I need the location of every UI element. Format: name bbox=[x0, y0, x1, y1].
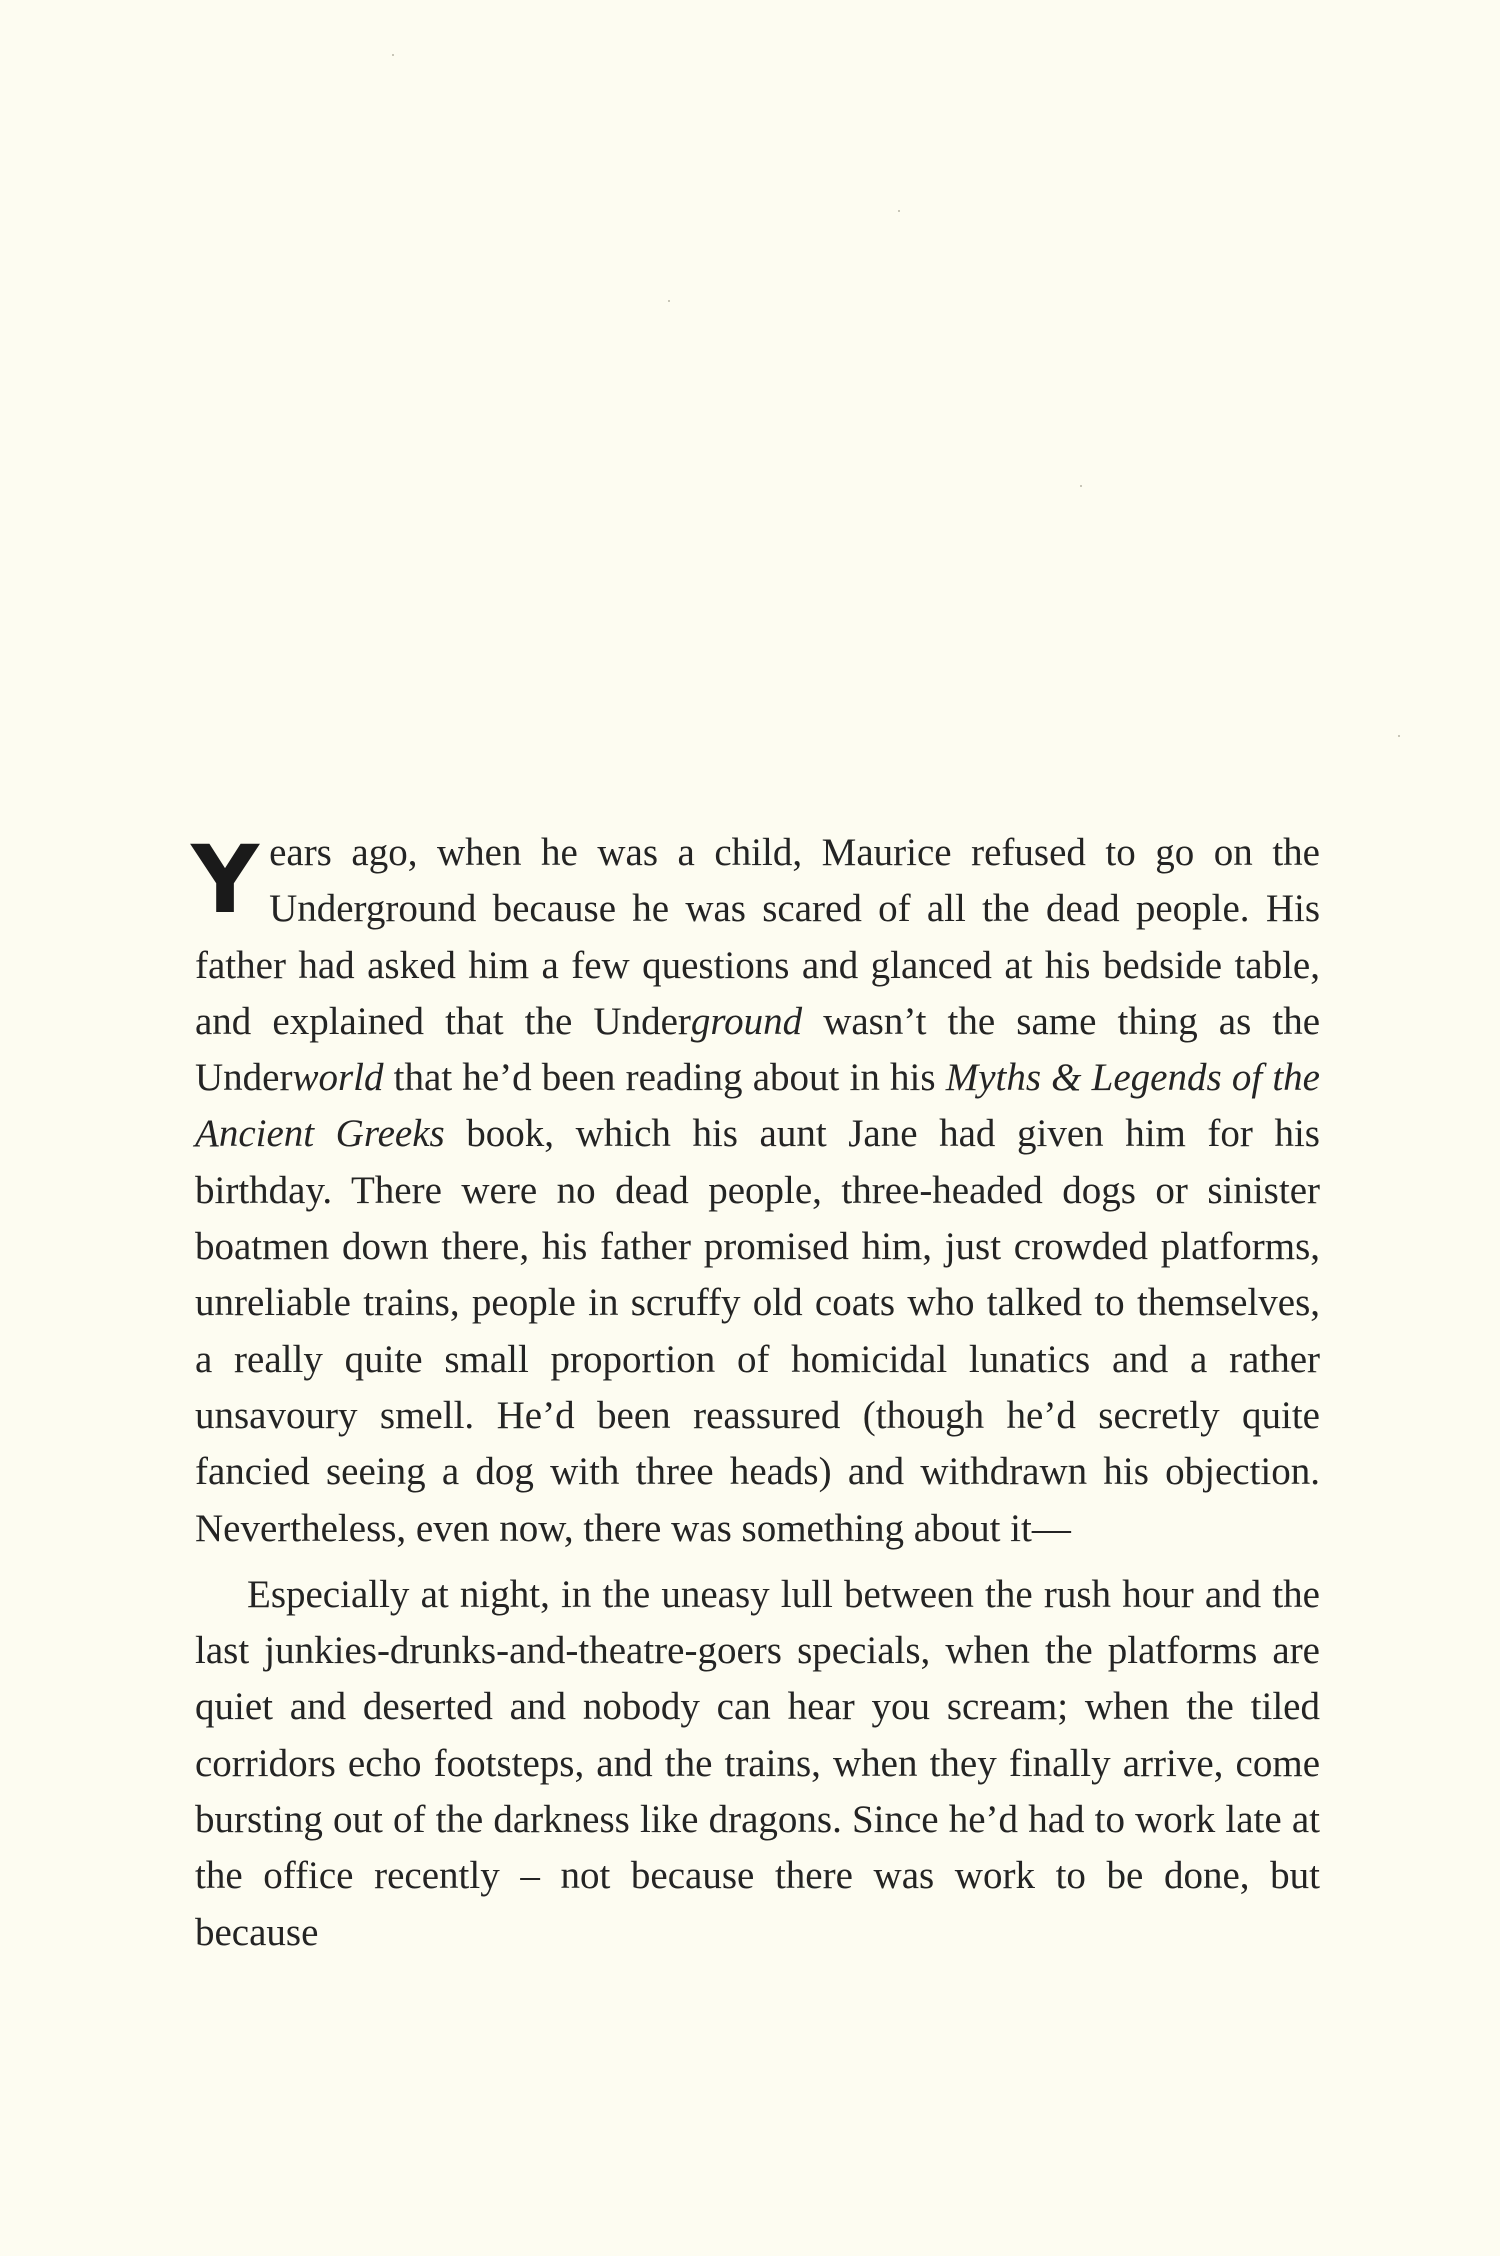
paragraph-1-text: wasn’t the same thing as the Under bbox=[195, 999, 1321, 1100]
paragraph-1-text: that he’d been reading about in his bbox=[383, 1056, 946, 1100]
paper-speck bbox=[392, 54, 394, 56]
body-text bbox=[191, 825, 1321, 1961]
paragraph-1 bbox=[191, 825, 1321, 1557]
paragraph-1-text: ears ago, when he was a child, Maurice refused to go on the Underground because he was scared of all the dead people. His father had asked him a few questions and glanced at his bedside table, and explained that the Under bbox=[195, 831, 1320, 1043]
italic-world: world bbox=[292, 1056, 384, 1100]
paper-speck bbox=[668, 300, 670, 302]
paper-speck bbox=[1398, 735, 1400, 737]
paper-speck bbox=[898, 210, 900, 212]
italic-ground: ground bbox=[690, 999, 803, 1043]
paragraph-1-text: book, which his aunt Jane had given him for his birthday. There were no dead people, three-headed dogs or sinister boatmen down there, his father promised him, just crowded platforms, unreliable trains, people in scruffy old coats who talked to themselves, a really quite small proportion of homicidal lunatics and a rather unsavoury smell. He’d been reassured (though he’d secretly quite fancied seeing a dog with three heads) and withdrawn his objection. Nevertheless, even now, there was something about it— bbox=[195, 1112, 1320, 1550]
book-title: Myths & Legends of the Ancient Greeks bbox=[195, 1056, 1320, 1156]
paragraph-2: Especially at night, in the uneasy lull between the rush hour and the last junkies-drunks-and-theatre-goers specials, when the platforms are quiet and deserted and nobody can hear you scream; when the tiled corridors echo footsteps, and the trains, when they finally arrive, come bursting out of the darkness like dragons. Since he’d had to work late at the office recently – not because there was work to be done, but because bbox=[195, 1572, 1320, 1954]
paper-speck bbox=[1080, 485, 1082, 487]
drop-cap: Y bbox=[191, 826, 258, 935]
